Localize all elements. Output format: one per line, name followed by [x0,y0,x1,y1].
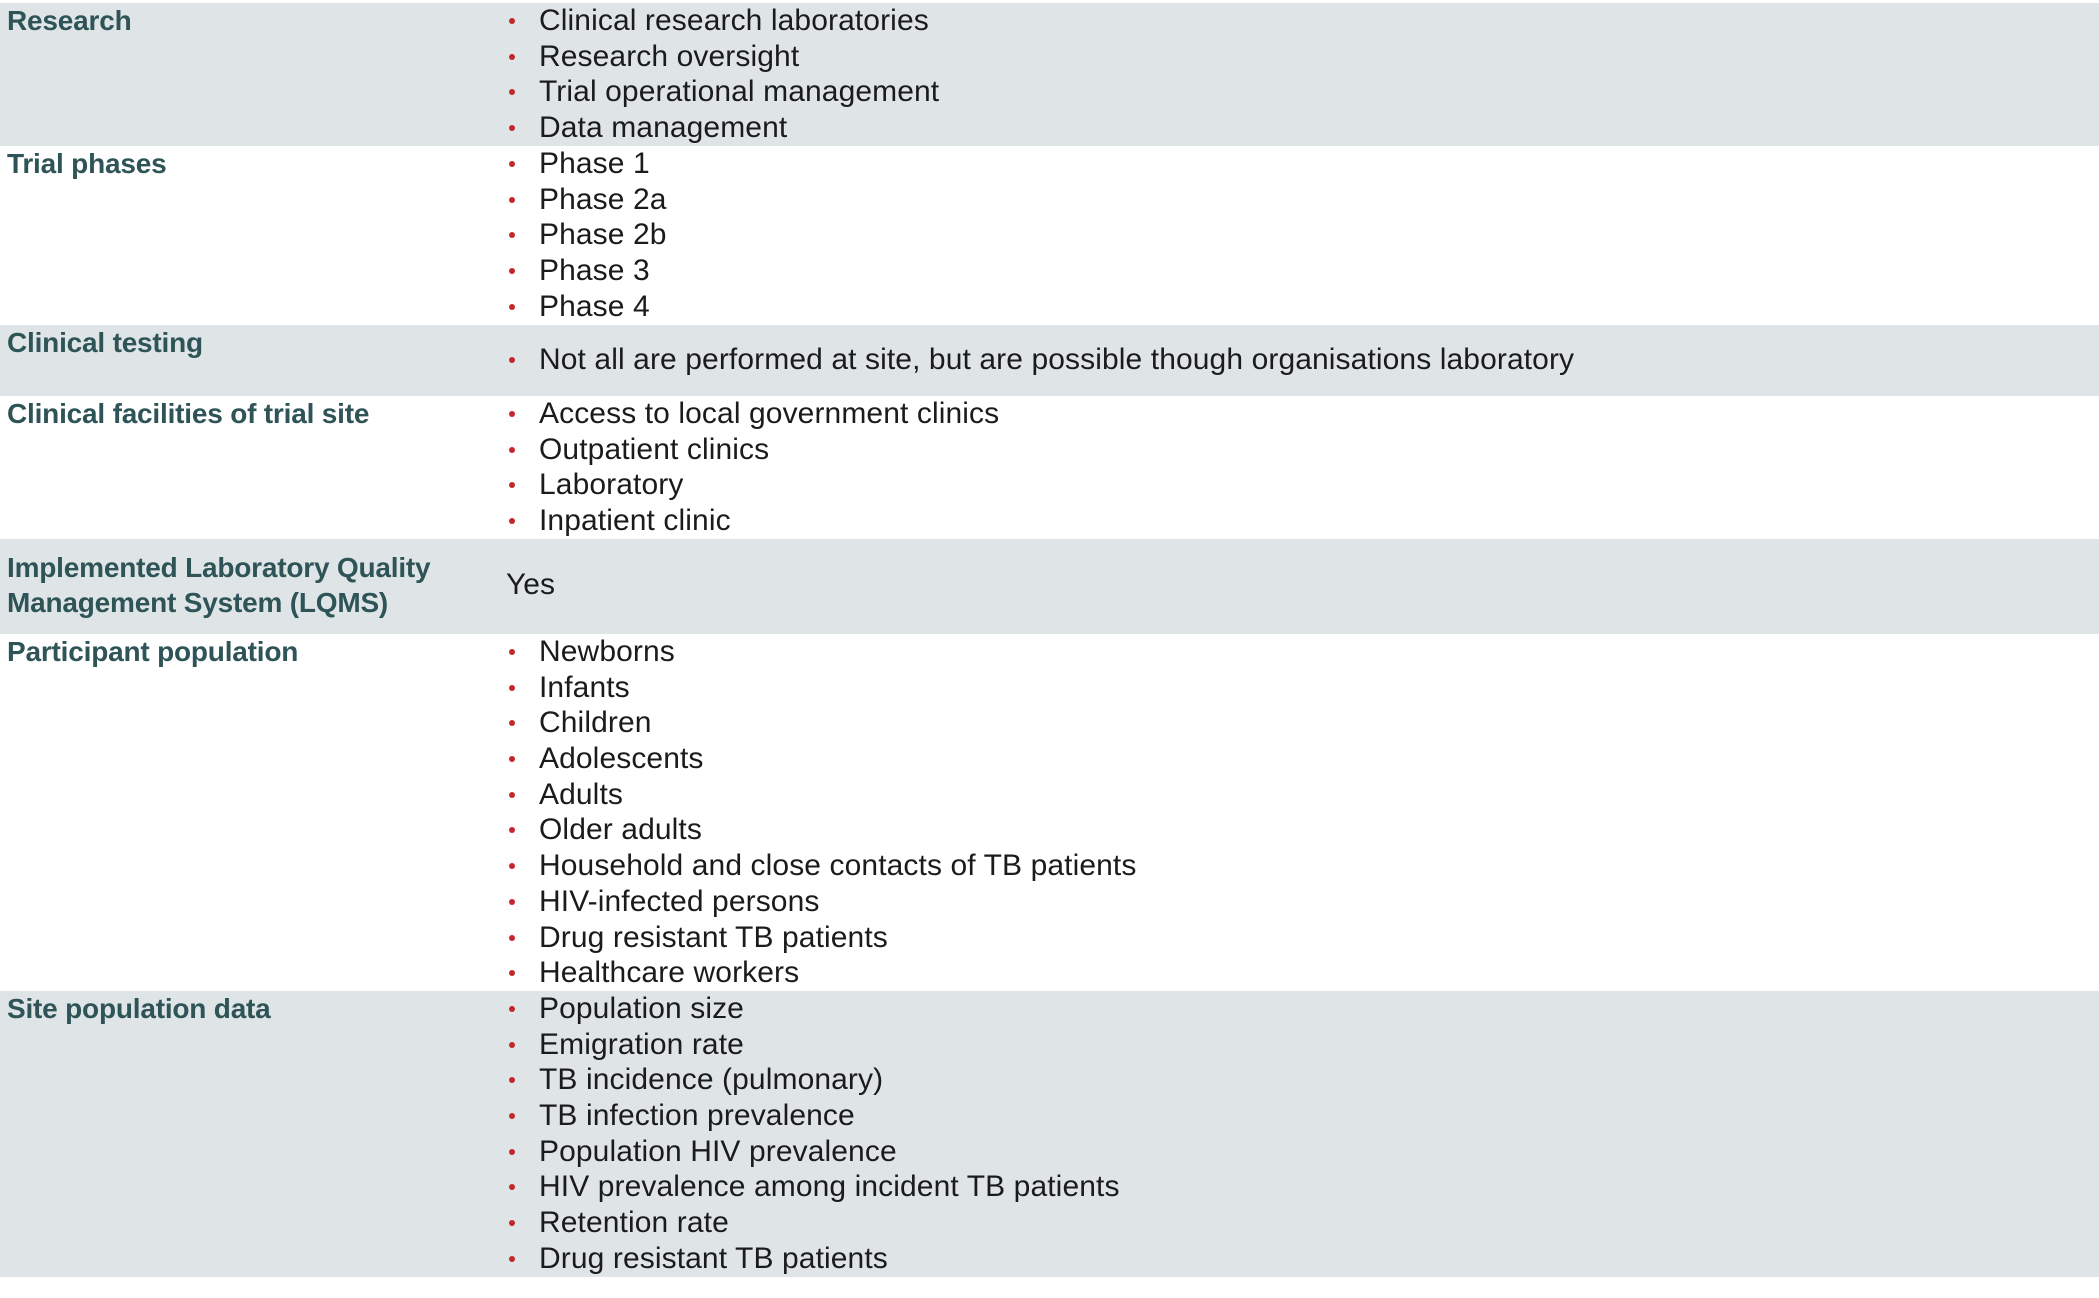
list-item [506,467,999,503]
bullet-icon [509,1077,515,1083]
table-row-clinical-testing [0,325,2099,396]
list-item [506,1062,1120,1098]
list-item [506,503,999,539]
list-item [506,670,1136,706]
list-item [506,342,1574,378]
list-item [506,1205,1120,1241]
list-item [506,3,939,39]
row-label-line: Management System (LQMS) [7,587,389,618]
table-row-participant-population [0,634,2099,991]
list-item [506,289,667,325]
list-item [506,1169,1120,1205]
list-item [506,1241,1120,1277]
list-item-text: Household and close contacts of TB patients [539,849,1137,883]
list-item-text: Infants [539,670,630,704]
list-item-text: Access to local government clinics [539,397,1000,430]
list-item [506,884,1136,920]
list-item [506,812,1136,848]
list-item [506,1134,1120,1170]
list-item-text: Drug resistant TB patients [539,920,888,954]
list-item-text: Phase 2b [539,218,667,252]
bullet-icon [509,411,515,417]
list-item-text: Healthcare workers [539,956,800,990]
bullet-icon [509,161,515,167]
bullet-icon [509,232,515,238]
row-label: Clinical facilities of trial site [7,398,370,429]
list-item-text: Research oversight [539,39,800,73]
list-item-text: Older adults [539,813,702,847]
site-capability-table [0,3,2099,1277]
bullet-icon [509,1006,515,1012]
bullet-icon [509,18,515,24]
bullet-list [506,3,939,146]
list-item [506,1027,1120,1063]
row-label: Participant population [7,636,299,667]
row-label-line: Implemented Laboratory Quality [7,552,431,583]
list-item-text: Laboratory [539,468,684,502]
list-item-text: TB incidence (pulmonary) [539,1063,884,1097]
list-item-text: Phase 4 [539,289,650,323]
table-row-research [0,3,2099,146]
list-item-text: Children [539,706,652,740]
bullet-icon [509,197,515,203]
bullet-icon [509,970,515,976]
bullet-icon [509,685,515,691]
bullet-icon [509,899,515,905]
row-label: Trial phases [7,148,167,179]
bullet-list [506,396,999,539]
bullet-icon [509,89,515,95]
list-item-text: Inpatient clinic [539,504,731,538]
bullet-icon [509,827,515,833]
list-item [506,634,1136,670]
list-item [506,110,939,146]
list-item [506,217,667,253]
table-row-lqms [0,539,2099,634]
list-item [506,991,1120,1027]
list-item [506,848,1136,884]
bullet-icon [509,792,515,798]
list-item-text: Drug resistant TB patients [539,1241,888,1275]
list-item-text: TB infection prevalence [539,1099,855,1133]
bullet-icon [509,720,515,726]
list-item-text: Trial operational management [539,75,940,109]
list-item [506,253,667,289]
bullet-icon [509,1042,515,1048]
bullet-icon [509,54,515,60]
row-label: Clinical testing [7,327,203,358]
list-item-text: Phase 3 [539,254,650,288]
list-item-text: Population size [539,992,744,1025]
list-item [506,955,1136,991]
list-item-text: Not all are performed at site, but are possible though organisations laboratory [539,343,1575,376]
list-item-text: Population HIV prevalence [539,1134,897,1168]
bullet-icon [509,304,515,310]
list-item-text: Emigration rate [539,1027,744,1061]
bullet-list [506,342,1574,378]
list-item [506,777,1136,813]
list-item [506,182,667,218]
bullet-icon [509,518,515,524]
list-item-text: Phase 2a [539,182,667,216]
list-item-text: HIV-infected persons [539,884,820,918]
list-item [506,74,939,110]
bullet-icon [509,1149,515,1155]
row-label: Research [7,5,132,36]
list-item-text: Clinical research laboratories [539,4,929,37]
bullet-icon [509,125,515,131]
bullet-icon [509,447,515,453]
bullet-icon [509,357,515,363]
bullet-icon [509,1220,515,1226]
list-item [506,39,939,75]
list-item-text: Newborns [539,635,675,668]
list-item [506,705,1136,741]
list-item [506,1098,1120,1134]
list-item-text: Phase 1 [539,147,650,180]
bullet-icon [509,1256,515,1262]
list-item [506,146,667,182]
bullet-icon [509,482,515,488]
bullet-icon [509,863,515,869]
bullet-icon [509,1184,515,1190]
row-label [7,550,430,620]
row-label: Site population data [7,993,271,1024]
list-item [506,432,999,468]
table-row-clinical-facilities [0,396,2099,539]
row-value: Yes [506,568,555,601]
list-item-text: Outpatient clinics [539,432,770,466]
table-row-trial-phases [0,146,2099,325]
bullet-icon [509,935,515,941]
list-item-text: Adolescents [539,742,704,776]
table-row-site-population-data [0,991,2099,1277]
list-item [506,920,1136,956]
list-item-text: HIV prevalence among incident TB patients [539,1170,1120,1204]
bullet-list [506,634,1136,991]
bullet-icon [509,649,515,655]
bullet-icon [509,268,515,274]
bullet-icon [509,1113,515,1119]
bullet-icon [509,756,515,762]
list-item [506,741,1136,777]
bullet-list [506,991,1120,1277]
list-item-text: Retention rate [539,1206,729,1240]
list-item-text: Adults [539,777,623,811]
bullet-list [506,146,667,324]
list-item-text: Data management [539,111,788,145]
list-item [506,396,999,432]
